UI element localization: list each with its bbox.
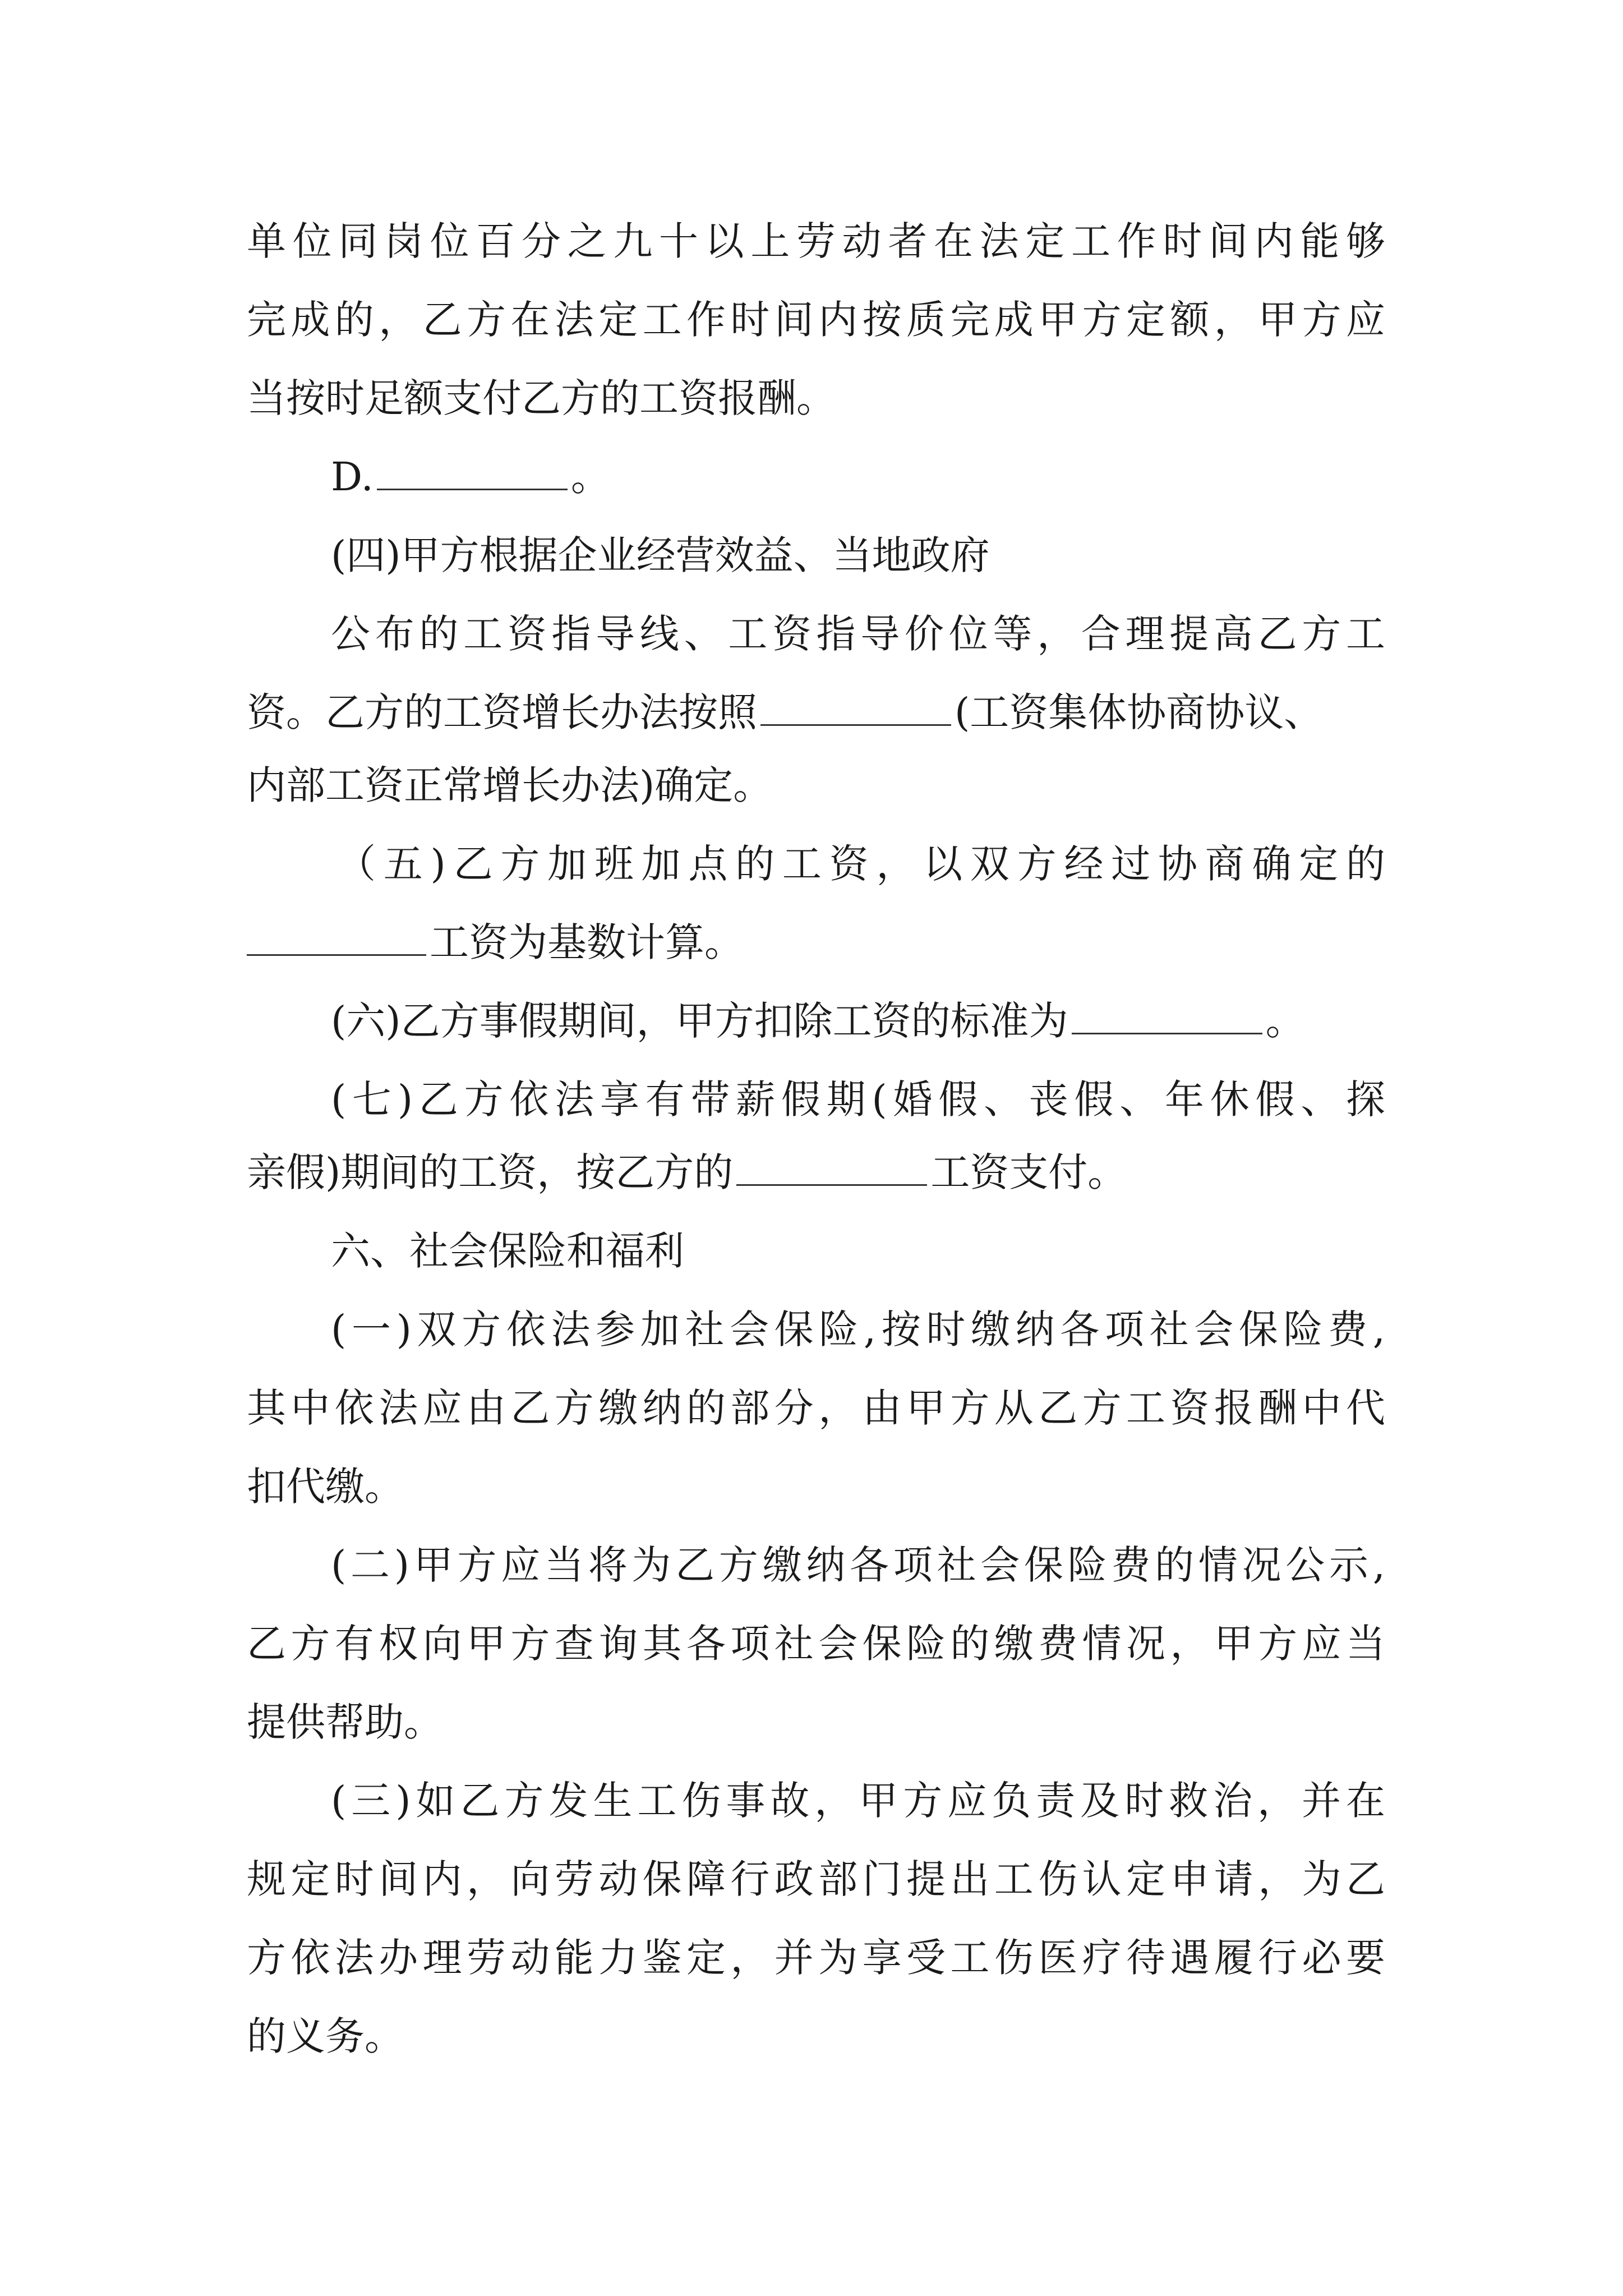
line-text: 完成的，乙方在法定工作时间内按质完成甲方定额，甲方应: [247, 297, 1385, 343]
body-line: [247, 1694, 443, 1750]
line-text: 提供帮助。: [247, 1699, 443, 1745]
clause-heading: [331, 1301, 1385, 1358]
line-text: D.: [331, 454, 374, 500]
clause-heading: [331, 993, 1305, 1049]
line-text: （五)乙方加班加点的工资，以双方经过协商确定的: [336, 841, 1385, 887]
line-text: 公布的工资指导线、工资指导价位等，合理提高乙方工: [331, 611, 1385, 657]
line-text: 的义务。: [247, 2013, 404, 2059]
line-text: 。: [570, 454, 610, 500]
line-text: 单位同岗位百分之九十以上劳动者在法定工作时间内能够: [247, 218, 1385, 264]
fill-in-blank: [760, 689, 951, 726]
line-text: 工资为基数计算。: [430, 919, 744, 965]
body-line: [247, 757, 772, 813]
line-text: 其中依法应由乙方缴纳的部分，由甲方从乙方工资报酬中代: [247, 1385, 1385, 1431]
line-text: (四)甲方根据企业经营效益、当地政府: [331, 532, 990, 578]
body-line: [247, 1616, 1385, 1672]
fill-in-blank: [377, 454, 568, 490]
line-text: (一)双方依法参加社会保险,按时缴纳各项社会保险费,: [331, 1306, 1385, 1352]
line-text: (工资集体协商协议、: [955, 689, 1324, 735]
line-text: 扣代缴。: [247, 1464, 404, 1510]
clause-heading: [331, 1773, 1385, 1829]
body-line: [247, 292, 1385, 348]
line-text: 当按时足额支付乙方的工资报酬。: [247, 375, 836, 421]
section-heading: [331, 1223, 684, 1279]
body-line: [247, 1380, 1385, 1436]
body-line: [247, 370, 836, 426]
fill-in-blank: [736, 1149, 927, 1186]
body-line: [247, 1851, 1385, 1907]
line-text: (七)乙方依法享有带薪假期(婚假、丧假、年休假、探: [331, 1076, 1385, 1122]
body-line: [247, 1458, 404, 1515]
line-text: 六、社会保险和福利: [331, 1228, 684, 1274]
body-line: [331, 606, 1385, 662]
line-text: 工资支付。: [930, 1149, 1127, 1195]
clause-heading: [336, 836, 1385, 892]
body-line: [247, 684, 1323, 740]
body-line: [247, 914, 744, 970]
body-line: [247, 1930, 1385, 1986]
line-text: 乙方有权向甲方查询其各项社会保险的缴费情况，甲方应当: [247, 1621, 1385, 1667]
body-line: [247, 213, 1385, 269]
clause-heading: [331, 527, 990, 583]
line-text: 。: [1265, 998, 1305, 1044]
fill-in-blank: [247, 919, 426, 956]
fill-in-blank: [1072, 998, 1262, 1034]
body-line: [247, 2008, 404, 2064]
body-line: [247, 1144, 1127, 1200]
clause-heading: [331, 1071, 1385, 1128]
body-line: [331, 449, 610, 505]
line-text: (三)如乙方发生工伤事故，甲方应负责及时救治，并在: [331, 1778, 1385, 1824]
line-text: (二)甲方应当将为乙方缴纳各项社会保险费的情况公示,: [331, 1542, 1385, 1588]
line-text: 亲假)期间的工资，按乙方的: [247, 1149, 734, 1195]
line-text: 内部工资正常增长办法)确定。: [247, 762, 773, 808]
line-text: 规定时间内，向劳动保障行政部门提出工伤认定申请，为乙: [247, 1856, 1385, 1902]
line-text: 方依法办理劳动能力鉴定，并为享受工伤医疗待遇履行必要: [247, 1935, 1385, 1981]
line-text: 资。乙方的工资增长办法按照: [247, 689, 757, 735]
clause-heading: [331, 1537, 1385, 1593]
line-text: (六)乙方事假期间，甲方扣除工资的标准为: [331, 998, 1068, 1044]
